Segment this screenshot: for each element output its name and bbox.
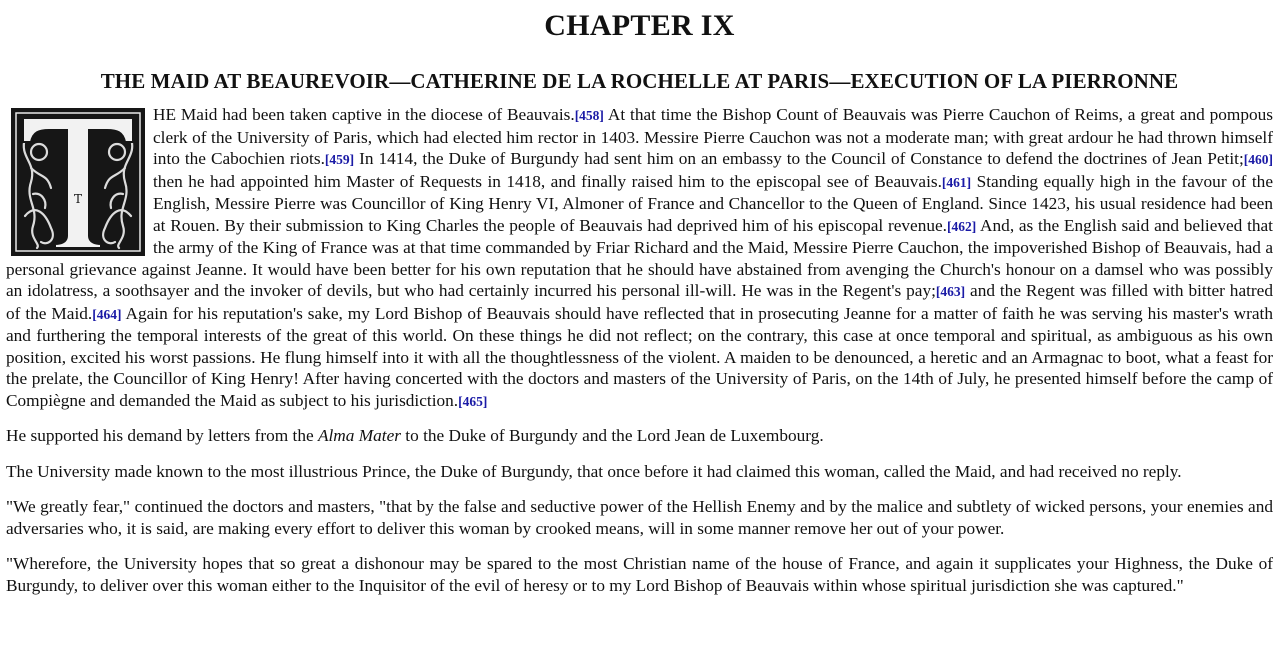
- paragraph-1-text: Again for his reputation's sake, my Lord Bishop of Beauvais should have reflected that in prosecuting Jeanne for a matter of faith he was serving his master's wrath and furthering the temporal interests of the great of this world. On these things he did not reflect; on the contrary, this case at once temporal and spiritual, as ambiguous as his own position, excited his worst passions. He flung himself into it with all the thoughtlessness of the violent. A maiden to be denounced, a heretic and an Armagnac to boot, what a feast for the prelate, the Councillor of King Henry! After having concerted with the doctors and masters of the University of Paris, on the 14th of July, he presented himself before the camp of Compiègne and demanded the Maid as subject to his jurisdiction.: [6, 303, 1273, 410]
- dropcap-t-illustration: [11, 108, 145, 256]
- footnote-link-461[interactable]: [461]: [941, 174, 972, 190]
- paragraph-4: "We greatly fear," continued the doctors and masters, "that by the false and seductive power of the Hellish Enemy and by the malice and subtlety of wicked persons, your enemies and adversaries who, it is said, are making every effort to deliver this woman by crooked means, will in some manner remove her out of your power.: [6, 497, 1273, 538]
- footnote-link-462[interactable]: [462]: [947, 218, 977, 234]
- dropcap-letter: T: [73, 192, 83, 206]
- chapter-title: CHAPTER IX: [544, 9, 735, 42]
- alma-mater-emphasis: Alma Mater: [317, 426, 401, 445]
- paragraph-5: "Wherefore, the University hopes that so great a dishonour may be spared to the most Christian name of the house of France, and again it supplicates your Highness, the Duke of Burgundy, to deliver over this woman either to the Inquisitor of the evil of heresy or to my Lord Bishop of Beauvais within whose spiritual jurisdiction she was captured.": [6, 554, 1273, 595]
- footnote-link-458[interactable]: [458]: [574, 108, 604, 123]
- chapter-subtitle: THE MAID AT BEAUREVOIR—CATHERINE DE LA ROCHELLE AT PARIS—EXECUTION OF LA PIERRONNE: [100, 69, 1179, 93]
- paragraph-1: [6, 104, 1273, 412]
- footnote-link-464[interactable]: [464]: [92, 306, 122, 322]
- paragraph-1-text: Standing equally high in the favour of the English, Messire Pierre was Councillor of King Henry VI, Almoner of France and Chancellor to the Queen of England. Since 1423, his usual residence had been at Rouen. By their submission to King Charles the people of Beauvais had deprived him of his episcopal revenue.: [153, 171, 1273, 235]
- paragraph-2: [6, 425, 1273, 447]
- paragraph-1-text: In 1414, the Duke of Burgundy had sent him on an embassy to the Council of Constance to defend the doctrines of Jean Petit;: [354, 149, 1244, 168]
- footnote-link-459[interactable]: [459]: [324, 152, 355, 167]
- paragraph-2-text: to the Duke of Burgundy and the Lord Jean de Luxembourg.: [400, 426, 824, 445]
- footnote-link-460[interactable]: [460]: [1243, 152, 1273, 167]
- paragraph-3: The University made known to the most illustrious Prince, the Duke of Burgundy, that once before it had claimed this woman, called the Maid, and had received no reply.: [6, 461, 1182, 481]
- footnote-link-465[interactable]: [465]: [458, 393, 488, 409]
- paragraph-1-text: And, as the English said and believed that the army of the King of France was at that time commanded by Friar Richard and the Maid, Messire Pierre Cauchon, the impoverished Bishop of Beauvais, had a personal grievance against Jeanne. It would have been better for his own reputation that he should have abstained from avenging the Church's honour on a damsel who was possibly an idolatress, a soothsayer and the invoker of devils, but who had certainly incurred his personal ill-will. He was in the Regent's pay;: [6, 215, 1273, 300]
- paragraph-2-text: He supported his demand by letters from the: [6, 426, 318, 445]
- paragraph-1-text: then he had appointed him Master of Requests in 1418, and finally raised him to the episcopal see of Beauvais.: [153, 171, 942, 191]
- footnote-link-463[interactable]: [463]: [935, 284, 966, 299]
- paragraph-1-text: HE Maid had been taken captive in the diocese of Beauvais.: [153, 105, 575, 124]
- paragraph-1-text: At that time the Bishop Count of Beauvais was Pierre Cauchon of Reims, a great and pompous clerk of the University of Paris, which had elected him rector in 1403. Messire Pierre Cauchon was not a moderate man; with great ardour he had thrown himself into the Cabochien riots.: [153, 105, 1273, 168]
- paragraph-1-text: and the Regent was filled with bitter hatred of the Maid.: [6, 281, 1273, 323]
